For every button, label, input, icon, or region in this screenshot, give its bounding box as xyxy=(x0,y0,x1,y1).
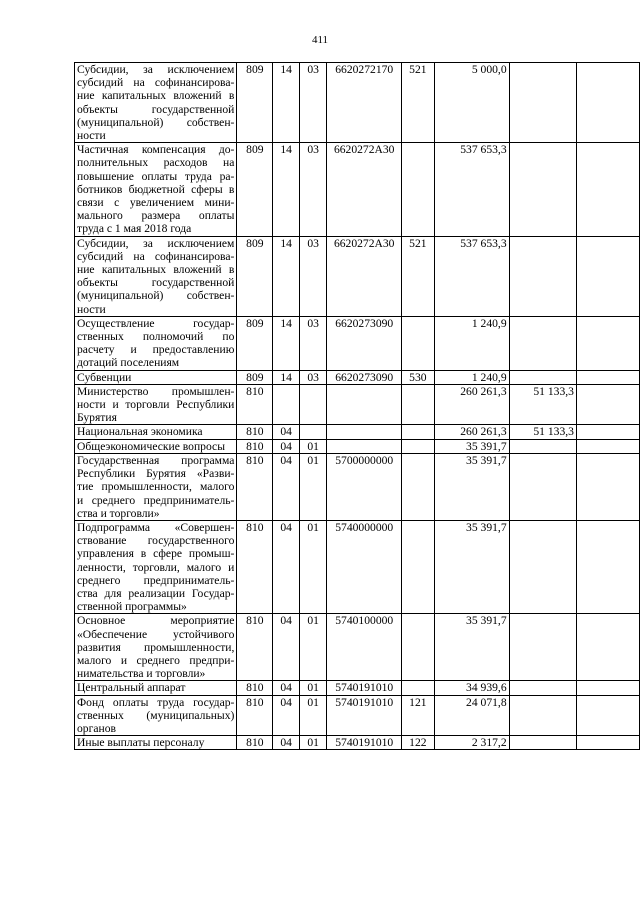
table-row xyxy=(75,520,640,613)
row-name-line: ственных (муниципальных) xyxy=(77,708,235,722)
pr-cell: 01 xyxy=(299,614,326,681)
vr-cell xyxy=(402,453,435,520)
rz-cell: 04 xyxy=(273,736,300,750)
row-name-line: Фонд оплаты труда государ- xyxy=(77,695,235,709)
row-name-line: Министерство промышлен- xyxy=(77,384,235,398)
row-name-line: ботников бюджетной сферы в xyxy=(77,182,235,196)
sum-cell-2: 51 133,3 xyxy=(509,425,576,439)
row-name-cell xyxy=(75,695,237,736)
row-name-line: труда с 1 мая 2018 года xyxy=(77,222,192,236)
row-name-line: Иные выплаты персоналу xyxy=(77,736,205,750)
ved-cell: 810 xyxy=(237,614,273,681)
csr-cell: 5740100000 xyxy=(327,614,402,681)
row-name-cell xyxy=(75,453,237,520)
sum-cell-3 xyxy=(576,63,639,143)
csr-cell: 5740191010 xyxy=(327,736,402,750)
sum-cell-2 xyxy=(509,370,576,384)
sum-cell-3 xyxy=(576,439,639,453)
sum-cell-3 xyxy=(576,453,639,520)
ved-cell: 810 xyxy=(237,425,273,439)
row-name-line: Центральный аппарат xyxy=(77,681,186,695)
pr-cell: 03 xyxy=(299,370,326,384)
vr-cell: 530 xyxy=(402,370,435,384)
sum-cell-2 xyxy=(509,736,576,750)
row-name-cell xyxy=(75,316,237,370)
pr-cell: 01 xyxy=(299,681,326,695)
vr-cell xyxy=(402,316,435,370)
sum-cell-2 xyxy=(509,614,576,681)
ved-cell: 810 xyxy=(237,439,273,453)
sum-cell-3 xyxy=(576,384,639,425)
csr-cell xyxy=(327,384,402,425)
row-name-line: субсидий на софинансирова- xyxy=(77,249,235,263)
csr-cell: 6620272170 xyxy=(327,63,402,143)
rz-cell: 04 xyxy=(273,453,300,520)
table-row xyxy=(75,384,640,425)
vr-cell xyxy=(402,425,435,439)
pr-cell: 03 xyxy=(299,143,326,236)
vr-cell: 121 xyxy=(402,695,435,736)
row-name-line: нимательства и торговли» xyxy=(77,667,206,681)
sum-cell-1: 1 240,9 xyxy=(434,316,509,370)
sum-cell-3 xyxy=(576,425,639,439)
row-name-line: ности и торговли Республики xyxy=(77,398,235,412)
csr-cell: 5740000000 xyxy=(327,520,402,613)
row-name-line: Подпрограмма «Совершен- xyxy=(77,520,235,534)
table-row xyxy=(75,425,640,439)
row-name-line: тие промышленности, малого xyxy=(77,480,235,494)
pr-cell: 01 xyxy=(299,736,326,750)
sum-cell-3 xyxy=(576,681,639,695)
vr-cell: 521 xyxy=(402,236,435,316)
vr-cell xyxy=(402,143,435,236)
ved-cell: 809 xyxy=(237,63,273,143)
rz-cell: 04 xyxy=(273,681,300,695)
row-name-line: расчету и предоставлению xyxy=(77,343,235,357)
row-name-line: ние капитальных вложений в xyxy=(77,89,235,103)
sum-cell-1: 537 653,3 xyxy=(434,236,509,316)
table-row xyxy=(75,614,640,681)
rz-cell: 14 xyxy=(273,63,300,143)
row-name-line: повышение оплаты труда ра- xyxy=(77,169,235,183)
pr-cell xyxy=(299,384,326,425)
sum-cell-3 xyxy=(576,143,639,236)
sum-cell-3 xyxy=(576,236,639,316)
sum-cell-3 xyxy=(576,614,639,681)
rz-cell: 04 xyxy=(273,695,300,736)
rz-cell: 14 xyxy=(273,370,300,384)
row-name-line: объекты государственной xyxy=(77,102,235,116)
pr-cell: 01 xyxy=(299,453,326,520)
vr-cell xyxy=(402,681,435,695)
csr-cell: 5740191010 xyxy=(327,681,402,695)
ved-cell: 810 xyxy=(237,384,273,425)
csr-cell: 5700000000 xyxy=(327,453,402,520)
row-name-line: связи с увеличением мини- xyxy=(77,196,235,210)
table-body xyxy=(75,63,640,750)
rz-cell: 04 xyxy=(273,439,300,453)
row-name-line: объекты государственной xyxy=(77,276,235,290)
row-name-line: ние капитальных вложений в xyxy=(77,263,235,277)
sum-cell-1: 260 261,3 xyxy=(434,384,509,425)
row-name-cell xyxy=(75,425,237,439)
sum-cell-2 xyxy=(509,681,576,695)
ved-cell: 810 xyxy=(237,736,273,750)
sum-cell-3 xyxy=(576,370,639,384)
table-row xyxy=(75,695,640,736)
table-row xyxy=(75,439,640,453)
sum-cell-2 xyxy=(509,520,576,613)
row-name-line: и среднего предприниматель- xyxy=(77,493,235,507)
row-name-cell xyxy=(75,614,237,681)
sum-cell-1: 35 391,7 xyxy=(434,614,509,681)
vr-cell xyxy=(402,614,435,681)
row-name-line: Национальная экономика xyxy=(77,425,203,439)
rz-cell: 14 xyxy=(273,316,300,370)
row-name-cell xyxy=(75,236,237,316)
table-row xyxy=(75,63,640,143)
vr-cell xyxy=(402,384,435,425)
pr-cell: 01 xyxy=(299,439,326,453)
row-name-cell xyxy=(75,370,237,384)
sum-cell-1: 5 000,0 xyxy=(434,63,509,143)
table-row xyxy=(75,143,640,236)
sum-cell-1: 34 939,6 xyxy=(434,681,509,695)
sum-cell-2 xyxy=(509,143,576,236)
table-row xyxy=(75,316,640,370)
table-row xyxy=(75,681,640,695)
vr-cell xyxy=(402,520,435,613)
row-name-cell xyxy=(75,143,237,236)
table-row xyxy=(75,236,640,316)
sum-cell-2 xyxy=(509,453,576,520)
row-name-line: развития промышленности, xyxy=(77,640,235,654)
row-name-line: Республики Бурятия «Разви- xyxy=(77,467,235,481)
sum-cell-1: 260 261,3 xyxy=(434,425,509,439)
row-name-line: Субсидии, за исключением xyxy=(77,63,235,76)
row-name-line: ленности, торговли, малого и xyxy=(77,560,235,574)
ved-cell: 809 xyxy=(237,316,273,370)
sum-cell-2 xyxy=(509,695,576,736)
sum-cell-1: 35 391,7 xyxy=(434,453,509,520)
row-name-line: Осуществление государ- xyxy=(77,316,235,330)
row-name-line: Субсидии, за исключением xyxy=(77,236,235,250)
page-number: 411 xyxy=(311,34,329,46)
sum-cell-2 xyxy=(509,236,576,316)
table-row xyxy=(75,370,640,384)
sum-cell-1: 537 653,3 xyxy=(434,143,509,236)
sum-cell-2 xyxy=(509,63,576,143)
row-name-line: Государственная программа xyxy=(77,453,235,467)
row-name-line: ства и торговли» xyxy=(77,506,160,520)
row-name-line: ности xyxy=(77,302,106,316)
row-name-line: мального размера оплаты xyxy=(77,209,235,223)
csr-cell: 6620273090 xyxy=(327,370,402,384)
row-name-line: ствование государственного xyxy=(77,534,235,548)
ved-cell: 809 xyxy=(237,143,273,236)
rz-cell: 14 xyxy=(273,236,300,316)
csr-cell: 6620272А30 xyxy=(327,236,402,316)
rz-cell xyxy=(273,384,300,425)
rz-cell: 04 xyxy=(273,614,300,681)
vr-cell: 122 xyxy=(402,736,435,750)
sum-cell-2 xyxy=(509,316,576,370)
row-name-line: дотаций поселениям xyxy=(77,356,180,370)
row-name-line: Общеэкономические вопросы xyxy=(77,439,225,453)
ved-cell: 810 xyxy=(237,520,273,613)
row-name-line: управления в сфере промыш- xyxy=(77,547,235,561)
csr-cell xyxy=(327,439,402,453)
pr-cell: 03 xyxy=(299,316,326,370)
ved-cell: 809 xyxy=(237,236,273,316)
row-name-line: ственных полномочий по xyxy=(77,330,235,344)
sum-cell-1: 24 071,8 xyxy=(434,695,509,736)
ved-cell: 810 xyxy=(237,695,273,736)
budget-table xyxy=(74,62,640,750)
pr-cell: 01 xyxy=(299,695,326,736)
csr-cell: 5740191010 xyxy=(327,695,402,736)
pr-cell: 03 xyxy=(299,63,326,143)
table-row xyxy=(75,736,640,750)
row-name-line: ства для реализации Государ- xyxy=(77,586,235,600)
sum-cell-1: 2 317,2 xyxy=(434,736,509,750)
rz-cell: 14 xyxy=(273,143,300,236)
csr-cell: 6620272А30 xyxy=(327,143,402,236)
row-name-cell xyxy=(75,384,237,425)
row-name-line: (муниципальной) собствен- xyxy=(77,289,235,303)
row-name-cell xyxy=(75,681,237,695)
vr-cell xyxy=(402,439,435,453)
sum-cell-2 xyxy=(509,439,576,453)
row-name-line: ности xyxy=(77,129,106,143)
ved-cell: 809 xyxy=(237,370,273,384)
sum-cell-1: 35 391,7 xyxy=(434,520,509,613)
csr-cell: 6620273090 xyxy=(327,316,402,370)
row-name-line: ственной программы» xyxy=(77,600,187,614)
row-name-line: Субвенции xyxy=(77,370,132,384)
vr-cell: 521 xyxy=(402,63,435,143)
rz-cell: 04 xyxy=(273,520,300,613)
sum-cell-1: 1 240,9 xyxy=(434,370,509,384)
row-name-line: среднего предприниматель- xyxy=(77,573,235,587)
sum-cell-2: 51 133,3 xyxy=(509,384,576,425)
sum-cell-1: 35 391,7 xyxy=(434,439,509,453)
ved-cell: 810 xyxy=(237,681,273,695)
sum-cell-3 xyxy=(576,520,639,613)
sum-cell-3 xyxy=(576,316,639,370)
row-name-cell xyxy=(75,63,237,143)
row-name-line: Бурятия xyxy=(77,411,117,425)
rz-cell: 04 xyxy=(273,425,300,439)
csr-cell xyxy=(327,425,402,439)
row-name-line: «Обеспечение устойчивого xyxy=(77,627,235,641)
ved-cell: 810 xyxy=(237,453,273,520)
pr-cell: 03 xyxy=(299,236,326,316)
sum-cell-3 xyxy=(576,736,639,750)
row-name-line: Частичная компенсация до- xyxy=(77,143,235,157)
pr-cell: 01 xyxy=(299,520,326,613)
row-name-line: полнительных расходов на xyxy=(77,156,235,170)
row-name-line: Основное мероприятие xyxy=(77,614,235,628)
sum-cell-3 xyxy=(576,695,639,736)
table-row xyxy=(75,453,640,520)
row-name-cell xyxy=(75,439,237,453)
pr-cell xyxy=(299,425,326,439)
row-name-line: органов xyxy=(77,721,116,735)
row-name-line: (муниципальной) собствен- xyxy=(77,115,235,129)
row-name-line: малого и среднего предпри- xyxy=(77,653,235,667)
row-name-cell xyxy=(75,736,237,750)
row-name-line: субсидий на софинансирова- xyxy=(77,76,235,90)
row-name-cell xyxy=(75,520,237,613)
